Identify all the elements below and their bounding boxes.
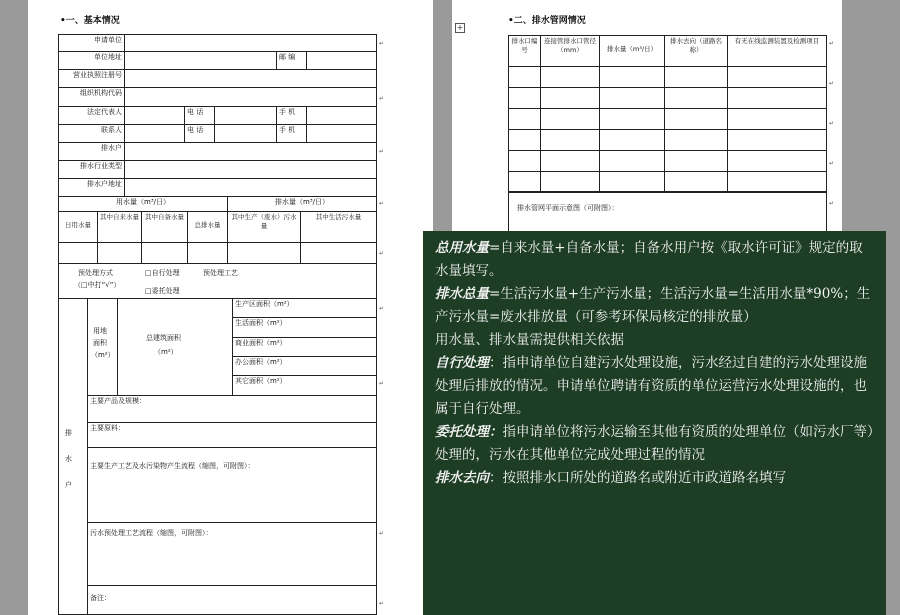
mobile-value[interactable] <box>306 106 377 125</box>
land-area-label: 用地面积 <box>93 327 107 347</box>
address-label: 单位地址 <box>58 51 125 70</box>
legal-rep-value[interactable] <box>124 106 185 125</box>
drainage-table-cell[interactable] <box>508 66 541 88</box>
postcode-value[interactable] <box>306 51 377 70</box>
area-item-office: 办公面积（m²） <box>232 356 377 376</box>
domestic-wastewater-value[interactable] <box>300 242 377 264</box>
definition-paragraph <box>435 421 876 467</box>
contact-phone-value[interactable] <box>214 124 277 143</box>
form-page-basic-info <box>28 0 433 615</box>
postcode-label: 邮 编 <box>276 51 307 70</box>
drainage-table-cell[interactable] <box>540 108 600 130</box>
materials-note[interactable]: 主要原料： <box>87 422 377 448</box>
applicant-value[interactable] <box>124 34 377 52</box>
area-item-other: 其它面积（m²） <box>232 375 377 396</box>
definition-term: 委托处理： <box>435 424 503 440</box>
license-value[interactable] <box>124 69 377 88</box>
phone-label: 电 话 <box>184 106 215 125</box>
col-pipe-diameter: 连接管排水口管径（mm） <box>540 35 600 67</box>
mobile-label: 手 机 <box>276 106 307 125</box>
drainage-table-cell[interactable] <box>727 66 827 88</box>
drainage-table-cell[interactable] <box>508 171 541 193</box>
building-area-cell <box>117 298 233 396</box>
drainage-table-cell[interactable] <box>664 129 728 151</box>
contact-phone-label: 电 话 <box>184 124 215 143</box>
paragraph-mark: ↵ <box>379 250 385 257</box>
entrusted-treatment-checkbox[interactable]: □委托处理 <box>145 287 180 295</box>
org-code-label: 组织机构代码 <box>58 87 125 107</box>
definition-text: ：按照排水口所处的道路名或附近市政道路名填写 <box>489 470 786 486</box>
drainage-table-cell[interactable] <box>540 87 600 109</box>
products-note[interactable]: 主要产品及规模： <box>87 395 377 423</box>
definition-text: =生活污水量+生产污水量；生活污水量=生活用水量*90%；生产污水量=废水排放量（可参考环保局核定的排放量） <box>435 286 871 325</box>
definition-text: 用水量、排水量需提供相关依据 <box>435 332 624 348</box>
discharger-label: 排水户 <box>58 142 125 161</box>
production-wastewater-header: 其中生产（废水）污水量 <box>227 211 301 243</box>
self-water-header: 其中自备水量 <box>141 211 188 243</box>
contact-mobile-label: 手 机 <box>276 124 307 143</box>
remark-note[interactable]: 备注： <box>87 585 377 615</box>
drainage-table-cell[interactable] <box>599 87 665 109</box>
drainage-table-cell[interactable] <box>540 129 600 151</box>
definition-paragraph <box>435 467 876 490</box>
land-area-unit: （m²） <box>91 351 115 359</box>
definition-term: 自行处理 <box>435 355 489 371</box>
drainage-table-cell[interactable] <box>540 171 600 193</box>
col-discharge-destination: 排水去向（道路名称） <box>664 35 728 67</box>
contact-value[interactable] <box>124 124 185 143</box>
self-water-value[interactable] <box>141 242 188 264</box>
definition-term: 排水总量 <box>435 286 489 302</box>
network-map-note[interactable]: 排水管网平面示意图（可附图）： <box>508 191 827 241</box>
building-area-unit: （m²） <box>154 348 178 356</box>
drainage-table-cell[interactable] <box>727 150 827 172</box>
definition-text: 指申请单位将污水运输至其他有资质的处理单位（如污水厂等）处理的，污水在其他单位完成处理过程的情况 <box>435 424 874 463</box>
drainage-table-cell[interactable] <box>508 108 541 130</box>
building-area-label: 总建筑面积 <box>146 334 181 342</box>
drainage-table-cell[interactable] <box>727 108 827 130</box>
org-code-value[interactable] <box>124 87 377 107</box>
industry-label: 排水行业类型 <box>58 160 125 179</box>
industry-value[interactable] <box>124 160 377 179</box>
total-discharge-header: 总排水量 <box>187 211 228 243</box>
col-outlet-no: 排水口编号 <box>508 35 541 67</box>
definition-paragraph <box>435 237 876 283</box>
area-item-production: 生产区面积（m²） <box>232 298 377 318</box>
license-label: 营业执照注册号 <box>58 69 125 88</box>
tap-water-header: 其中自来水量 <box>97 211 142 243</box>
drainage-table-cell[interactable] <box>599 150 665 172</box>
daily-use-value[interactable] <box>58 242 98 264</box>
area-item-living: 生活面积（m²） <box>232 317 377 338</box>
drainage-table-cell[interactable] <box>599 171 665 193</box>
contact-mobile-value[interactable] <box>306 124 377 143</box>
col-online-monitoring: 有无在线监测装置及检测项目 <box>727 35 827 67</box>
production-wastewater-value[interactable] <box>227 242 301 264</box>
drainage-table-cell[interactable] <box>664 66 728 88</box>
paragraph-mark: ↵ <box>829 120 835 127</box>
paragraph-mark: ↵ <box>379 95 385 102</box>
drainage-table-cell[interactable] <box>599 108 665 130</box>
drainage-table-cell[interactable] <box>664 150 728 172</box>
drainage-table-cell[interactable] <box>664 87 728 109</box>
paragraph-mark: ↵ <box>379 148 385 155</box>
daily-use-header: 日用水量 <box>58 211 98 243</box>
paragraph-mark: ↵ <box>379 600 385 607</box>
drainage-table-cell[interactable] <box>727 87 827 109</box>
tap-water-value[interactable] <box>97 242 142 264</box>
drainage-table-cell[interactable] <box>664 171 728 193</box>
area-item-commercial: 商业面积（m²） <box>232 337 377 357</box>
drainage-table-cell[interactable] <box>727 171 827 193</box>
pretreatment-method-label: 预处理方式 <box>78 269 113 277</box>
paragraph-mark: ↵ <box>829 40 835 47</box>
pretreatment-hint: （□中打“√”） <box>74 281 121 289</box>
paragraph-mark: ↵ <box>379 40 385 47</box>
production-flow-note[interactable]: 主要生产工艺及水污染物产生流程（缩图，可附图）： <box>87 447 377 523</box>
drainage-table-cell[interactable] <box>599 129 665 151</box>
drainage-table-cell[interactable] <box>540 150 600 172</box>
paragraph-mark: ↵ <box>379 200 385 207</box>
drainage-table-cell[interactable] <box>664 108 728 130</box>
total-discharge-value[interactable] <box>187 242 228 264</box>
definition-term: 排水去向 <box>435 470 489 486</box>
water-discharge-title: 排水量（m³/日） <box>227 196 377 212</box>
self-treatment-checkbox[interactable]: □自行处理 <box>145 269 180 277</box>
address-value[interactable] <box>124 51 277 70</box>
discharge-addr-label: 排水户地址 <box>58 178 125 197</box>
paragraph-mark: ↵ <box>829 200 835 207</box>
paragraph-mark: ↵ <box>379 530 385 537</box>
paragraph-mark: ↵ <box>379 305 385 312</box>
definition-text: ：指申请单位自建污水处理设施，污水经过自建的污水处理设施处理后排放的情况。申请单位聘请有资质的单位运营污水处理设施的，也属于自行处理。 <box>435 355 867 417</box>
discharge-addr-value[interactable] <box>124 178 377 197</box>
definition-text: =自来水量+自备水量；自备水用户按《取水许可证》规定的取水量填写。 <box>435 240 863 279</box>
col-discharge-volume: 排水量（m³/日） <box>599 35 665 67</box>
water-use-title: 用水量（m³/日） <box>58 196 228 212</box>
paragraph-mark: ↵ <box>829 160 835 167</box>
contact-label: 联系人 <box>58 124 125 143</box>
applicant-label: 申请单位 <box>58 34 125 52</box>
definition-paragraph <box>435 352 876 421</box>
section-heading: •二、排水管网情况 <box>508 16 586 26</box>
paragraph-mark: ↵ <box>379 380 385 387</box>
drainage-table-cell[interactable] <box>508 129 541 151</box>
legal-rep-label: 法定代表人 <box>58 106 125 125</box>
table-move-handle-icon[interactable]: + <box>456 23 464 32</box>
pretreatment-process-label: 预处理工艺 <box>203 269 238 277</box>
section-heading: •一、基本情况 <box>60 16 120 26</box>
definition-term: 总用水量 <box>435 240 489 256</box>
drainage-table-cell[interactable] <box>508 150 541 172</box>
definitions-callout <box>423 231 886 615</box>
drainage-table-cell[interactable] <box>727 129 827 151</box>
discharger-value[interactable] <box>124 142 377 161</box>
phone-value[interactable] <box>214 106 277 125</box>
definition-paragraph <box>435 329 876 352</box>
drainage-table-cell[interactable] <box>599 66 665 88</box>
discharger-side-label: 排 水 户 <box>65 429 72 489</box>
drainage-table-cell[interactable] <box>508 87 541 109</box>
definition-paragraph <box>435 283 876 329</box>
domestic-wastewater-header: 其中生活污水量 <box>300 211 377 243</box>
paragraph-mark: ↵ <box>829 80 835 87</box>
pretreatment-flow-note[interactable]: 污水预处理工艺流程（缩图，可附图）： <box>87 522 377 586</box>
drainage-table-cell[interactable] <box>540 66 600 88</box>
